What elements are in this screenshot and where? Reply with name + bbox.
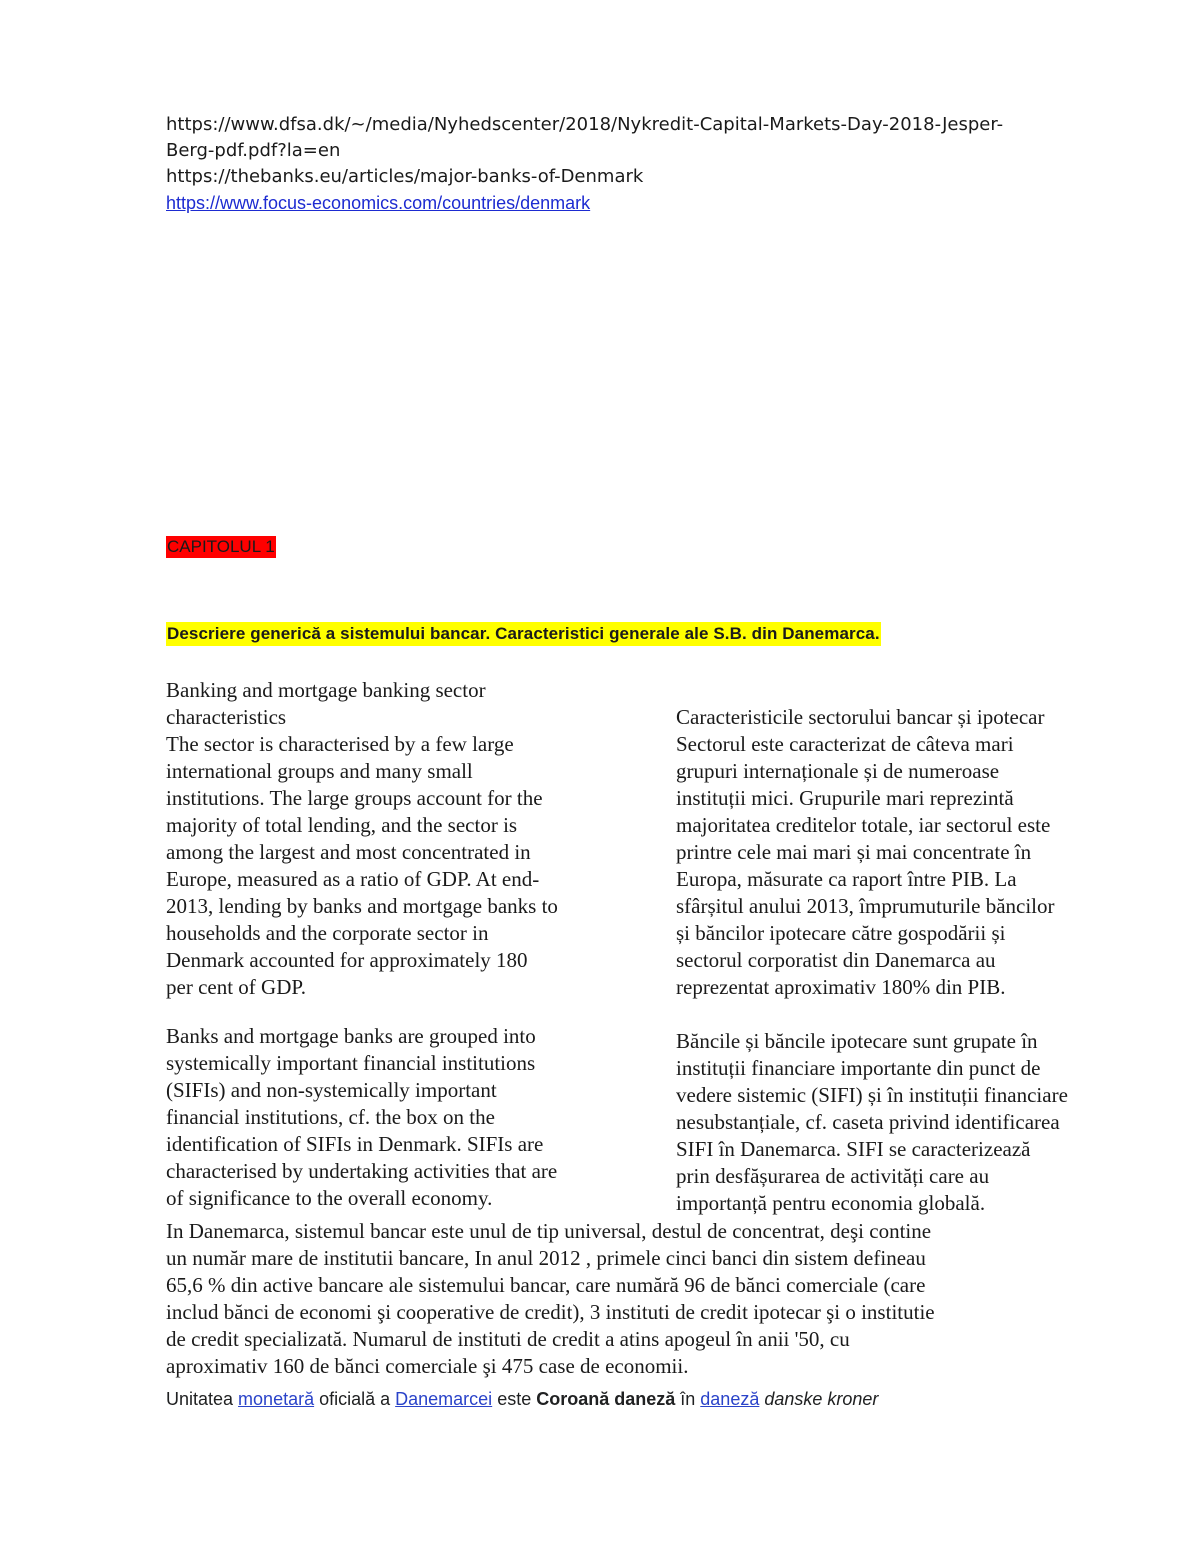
currency-sentence xyxy=(166,1386,878,1412)
text-line: nesubstanțiale, cf. caseta privind identificarea xyxy=(676,1110,1060,1134)
section-heading: Descriere generică a sistemului bancar. Caracteristici generale ale S.B. din Danemarca. xyxy=(166,622,881,646)
url-dfsa-line2: Berg-pdf.pdf?la=en xyxy=(166,140,341,161)
text-line: 65,6 % din active bancare ale sistemului bancar, care numără 96 de bănci comerciale (care xyxy=(166,1273,926,1297)
text-line: un număr mare de institutii bancare, In anul 2012 , primele cinci banci din sistem defineau xyxy=(166,1246,926,1270)
text-line: sfârșitul anului 2013, împrumuturile băncilor xyxy=(676,894,1055,918)
text-line: characteristics xyxy=(166,705,287,729)
url-focus-economics-link[interactable]: https://www.focus-economics.com/countries/denmark xyxy=(166,193,591,213)
text-line: instituții mici. Grupurile mari reprezintă xyxy=(676,786,1014,810)
text-line: și băncilor ipotecare către gospodării și xyxy=(676,921,1006,945)
text-line: importanță pentru economia globală. xyxy=(676,1191,986,1215)
text-line: characterised by undertaking activities that are xyxy=(166,1159,558,1183)
english-column xyxy=(166,677,626,1212)
url-dfsa-line1: https://www.dfsa.dk/~/media/Nyhedscenter/2018/Nykredit-Capital-Markets-Day-2018-Jesper- xyxy=(166,114,1004,135)
currency-text: în xyxy=(675,1389,701,1409)
text-line: 2013, lending by banks and mortgage banks to xyxy=(166,894,558,918)
text-line: includ bănci de economi şi cooperative de credit), 3 instituti de credit ipotecar şi o institutie xyxy=(166,1300,935,1324)
link-daneza[interactable]: daneză xyxy=(700,1389,760,1409)
text-line: Banking and mortgage banking sector xyxy=(166,678,486,702)
link-danemarcei[interactable]: Danemarcei xyxy=(395,1389,493,1409)
text-line: households and the corporate sector in xyxy=(166,921,489,945)
currency-native-name: danske kroner xyxy=(764,1389,879,1409)
text-line: Băncile și băncile ipotecare sunt grupate în xyxy=(676,1029,1038,1053)
text-line: Caracteristicile sectorului bancar și ipotecar xyxy=(676,705,1045,729)
currency-text: oficială a xyxy=(314,1389,396,1409)
english-paragraph-2 xyxy=(166,1023,626,1212)
text-line: In Danemarca, sistemul bancar este unul de tip universal, destul de concentrat, deşi contine xyxy=(166,1219,932,1243)
text-line: Europe, measured as a ratio of GDP. At end- xyxy=(166,867,540,891)
text-line: Europa, măsurate ca raport între PIB. La xyxy=(676,867,1017,891)
text-line: Denmark accounted for approximately 180 xyxy=(166,948,528,972)
text-line: of significance to the overall economy. xyxy=(166,1186,493,1210)
link-monetara[interactable]: monetară xyxy=(238,1389,315,1409)
text-line: instituții financiare importante din punct de xyxy=(676,1056,1041,1080)
text-line: prin desfășurarea de activități care au xyxy=(676,1164,990,1188)
text-line: among the largest and most concentrated in xyxy=(166,840,531,864)
currency-name: Coroană daneză xyxy=(536,1389,676,1409)
text-line: sectorul corporatist din Danemarca au xyxy=(676,948,996,972)
text-line: vedere sistemic (SIFI) și în instituții financiare xyxy=(676,1083,1068,1107)
text-line: grupuri internaționale și de numeroase xyxy=(676,759,1000,783)
text-line: institutions. The large groups account for the xyxy=(166,786,543,810)
text-line: per cent of GDP. xyxy=(166,975,306,999)
url-thebanks: https://thebanks.eu/articles/major-banks-of-Denmark xyxy=(166,166,644,187)
currency-text: Unitatea xyxy=(166,1389,239,1409)
text-line: aproximativ 160 de bănci comerciale şi 475 case de economii. xyxy=(166,1354,689,1378)
text-line: financial institutions, cf. the box on the xyxy=(166,1105,495,1129)
text-line: The sector is characterised by a few large xyxy=(166,732,514,756)
text-line: majoritatea creditelor totale, iar sectorul este xyxy=(676,813,1051,837)
text-line: de credit specializată. Numarul de instituti de credit a atins apogeul în anii '50, cu xyxy=(166,1327,850,1351)
text-line: reprezentat aproximativ 180% din PIB. xyxy=(676,975,1006,999)
text-line: international groups and many small xyxy=(166,759,473,783)
danemarca-paragraph xyxy=(166,1218,1066,1380)
text-line: Sectorul este caracterizat de câteva mari xyxy=(676,732,1014,756)
text-line: Banks and mortgage banks are grouped into xyxy=(166,1024,536,1048)
romanian-column xyxy=(676,704,1146,1217)
chapter-title: CAPITOLUL 1 xyxy=(167,537,275,556)
text-line: printre cele mai mari și mai concentrate în xyxy=(676,840,1032,864)
source-urls xyxy=(166,112,1096,217)
currency-text: este xyxy=(492,1389,537,1409)
text-line: identification of SIFIs in Denmark. SIFIs are xyxy=(166,1132,544,1156)
romanian-paragraph-1 xyxy=(676,704,1146,1001)
romanian-paragraph-2 xyxy=(676,1028,1146,1217)
text-line: SIFI în Danemarca. SIFI se caracterizează xyxy=(676,1137,1031,1161)
text-line: majority of total lending, and the sector is xyxy=(166,813,518,837)
text-line: (SIFIs) and non-systemically important xyxy=(166,1078,497,1102)
text-line: systemically important financial institutions xyxy=(166,1051,536,1075)
english-paragraph-1 xyxy=(166,677,626,1001)
